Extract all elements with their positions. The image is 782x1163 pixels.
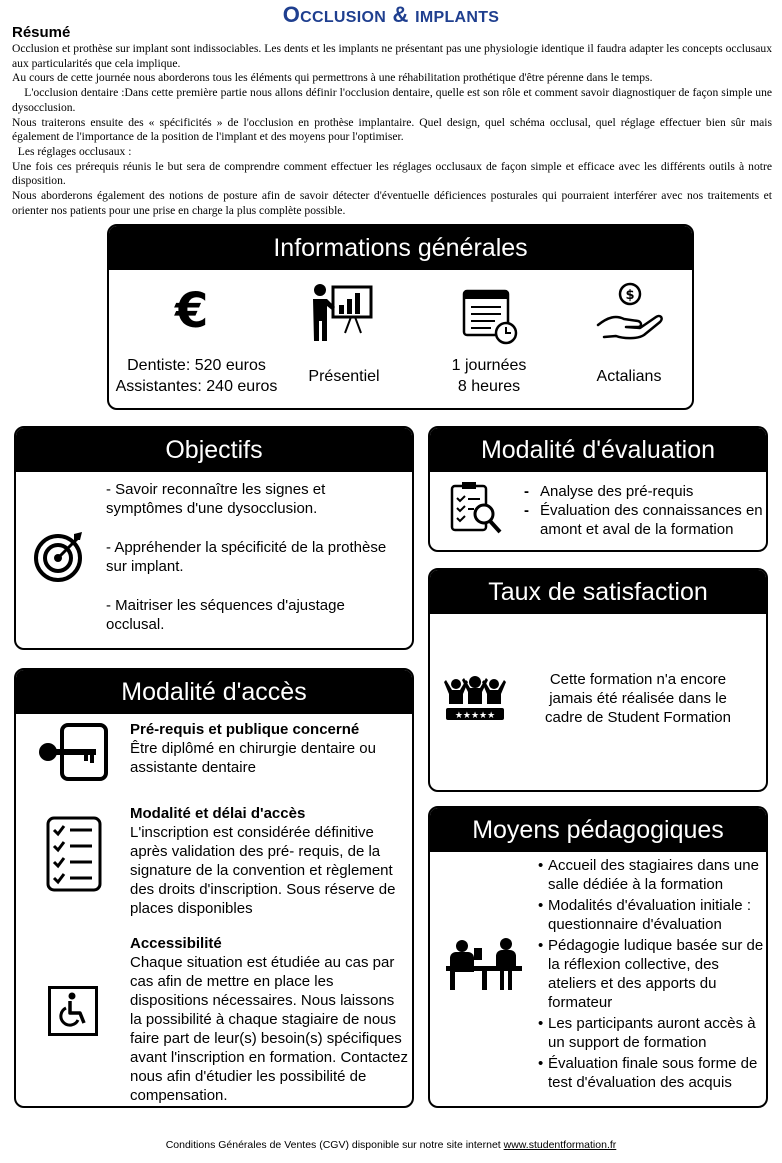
resume-paragraph: Nous traiterons ensuite des « spécificités » de l'occlusion en prothèse implantaire. Quel design, quel schéma occlusal, quel réglage effectuer bien sûr mais également de l'importance de la position de l'implant et des moyens pour l'optimiser. [12, 115, 772, 144]
info-panel [107, 224, 694, 410]
acces-section-delai [130, 804, 410, 934]
info-price-assistantes: Assistantes: 240 euros [115, 378, 278, 395]
acces-heading: Modalité d'accès [16, 670, 412, 714]
calendar-clock-icon [461, 288, 519, 346]
evaluation-panel [428, 426, 768, 552]
satisfaction-heading: Taux de satisfaction [430, 570, 766, 614]
info-heading: Informations générales [109, 226, 692, 270]
acces-section-body: L'inscription est considérée définitive après validation des pré- requis, de la signature de la convention et règlement des droits d'inscription. Sous réserve de places disponibles [130, 824, 396, 917]
acces-section-body: Chaque situation est étudiée au cas par cas afin de mettre en place les dispositions nécessaires. Nous laissons la possibilité à chaque stagiaire de nous faire part de leur(s) besoin(s) spécifiques avant l'inscription en formation. Contactez nous afin d'étudier les possibilité de compensation. [130, 954, 409, 1104]
satisfaction-text: Cette formation n'a encore jamais été réalisée dans le cadre de Student Formation [545, 671, 731, 726]
resume-paragraph: L'occlusion dentaire :Dans cette première partie nous allons définir l'occlusion dentaire, quelle est son rôle et comment savoir diagnostiquer de façon simple une dysocclusion. [12, 86, 775, 114]
info-mode: Présentiel [308, 368, 380, 385]
acces-section-body: Être diplômé en chirurgie dentaire ou assistante dentaire [130, 740, 376, 776]
objectifs-panel [14, 426, 414, 650]
moyens-item: • Pédagogie ludique basée sur de la réflexion collective, des ateliers et des apports du formateur [538, 937, 764, 1011]
moyens-item: • Les participants auront accès à un support de formation [538, 1015, 756, 1051]
acces-section-accessibilite [130, 934, 410, 1105]
moyens-item: • Modalités d'évaluation initiale : questionnaire d'évaluation [538, 897, 751, 933]
euro-icon: € [175, 283, 209, 339]
hand-coin-icon [594, 281, 666, 343]
moyens-list [538, 856, 764, 1092]
info-financing: Actalians [596, 368, 662, 385]
acces-sections [130, 720, 410, 1105]
moyens-item: • Évaluation finale sous forme de test d'évaluation des acquis [538, 1055, 758, 1091]
objectif-item: - Savoir reconnaître les signes et symptômes d'une dysocclusion. [106, 481, 326, 517]
reception-desk-icon [444, 936, 524, 992]
moyens-panel [428, 806, 768, 1108]
satisfaction-panel [428, 568, 768, 792]
resume-heading: Résumé [12, 24, 71, 41]
objectif-item: - Appréhender la spécificité de la prothèse sur implant. [106, 539, 387, 575]
acces-section-title: Modalité et délai d'accès [130, 805, 306, 822]
evaluation-item: - Analyse des pré-requis [524, 483, 694, 500]
resume-paragraph: Occlusion et prothèse sur implant sont indissociables. Les dents et les implants ne présentant pas une physiologie identique il faudra adapter les concepts occlusaux aux particularités que cela implique. [12, 42, 772, 70]
moyens-heading: Moyens pédagogiques [430, 808, 766, 852]
evaluation-item: - Évaluation des connaissances en amont et aval de la formation [524, 502, 763, 538]
resume-paragraph: Les réglages occlusaux : [12, 144, 132, 158]
resume-paragraph: Une fois ces prérequis réunis le but sera de comprendre comment effectuer les réglages occlusaux de façon simple et efficace avec les différents outils à notre disposition. [12, 159, 772, 188]
website-link[interactable]: www.studentformation.fr [503, 1139, 617, 1151]
svg-text:$: $ [625, 288, 635, 303]
info-price [109, 355, 284, 397]
acces-section-title: Pré-requis et publique concerné [130, 721, 360, 738]
presentation-board-icon [309, 281, 375, 343]
svg-text:★★★★★: ★★★★★ [454, 711, 496, 721]
wheelchair-icon [48, 986, 98, 1036]
info-price-dentiste: Dentiste: 520 euros [127, 357, 266, 374]
acces-panel [14, 668, 414, 1108]
audience-rating-icon [444, 674, 506, 724]
target-icon [32, 528, 88, 584]
objectifs-list [106, 480, 406, 634]
footer: Conditions Générales de Ventes (CGV) disponible sur notre site internet www.studentformation.fr [165, 1139, 617, 1151]
resume-text [12, 42, 775, 218]
info-duration [429, 355, 549, 397]
evaluation-list [524, 482, 764, 539]
info-duration-days: 1 journées [451, 357, 527, 374]
acces-section-title: Accessibilité [130, 935, 222, 952]
checklist-icon [46, 816, 102, 892]
objectif-item: - Maitriser les séquences d'ajustage occlusal. [106, 597, 345, 633]
evaluation-heading: Modalité d'évaluation [430, 428, 766, 472]
objectifs-heading: Objectifs [16, 428, 412, 472]
moyens-item: • Accueil des stagiaires dans une salle dédiée à la formation [538, 857, 759, 893]
checklist-magnifier-icon [448, 480, 504, 536]
resume-paragraph: Nous aborderons également des notions de posture afin de savoir détecter d'éventuelle déficiences posturales qui pourraient interférer avec nos traitements et orienter nos patients pour une prise en charge la plus complète possible. [12, 189, 772, 217]
resume-paragraph: Au cours de cette journée nous aborderons tous les éléments qui permettrons à une réhabilitation prothétique d'être pérenne dans le temps. [12, 71, 653, 85]
acces-section-prerequis [130, 720, 410, 804]
info-duration-hours: 8 heures [457, 378, 521, 395]
key-icon [36, 722, 110, 782]
page-title: OCCLUSION & IMPLANTS [282, 2, 500, 27]
